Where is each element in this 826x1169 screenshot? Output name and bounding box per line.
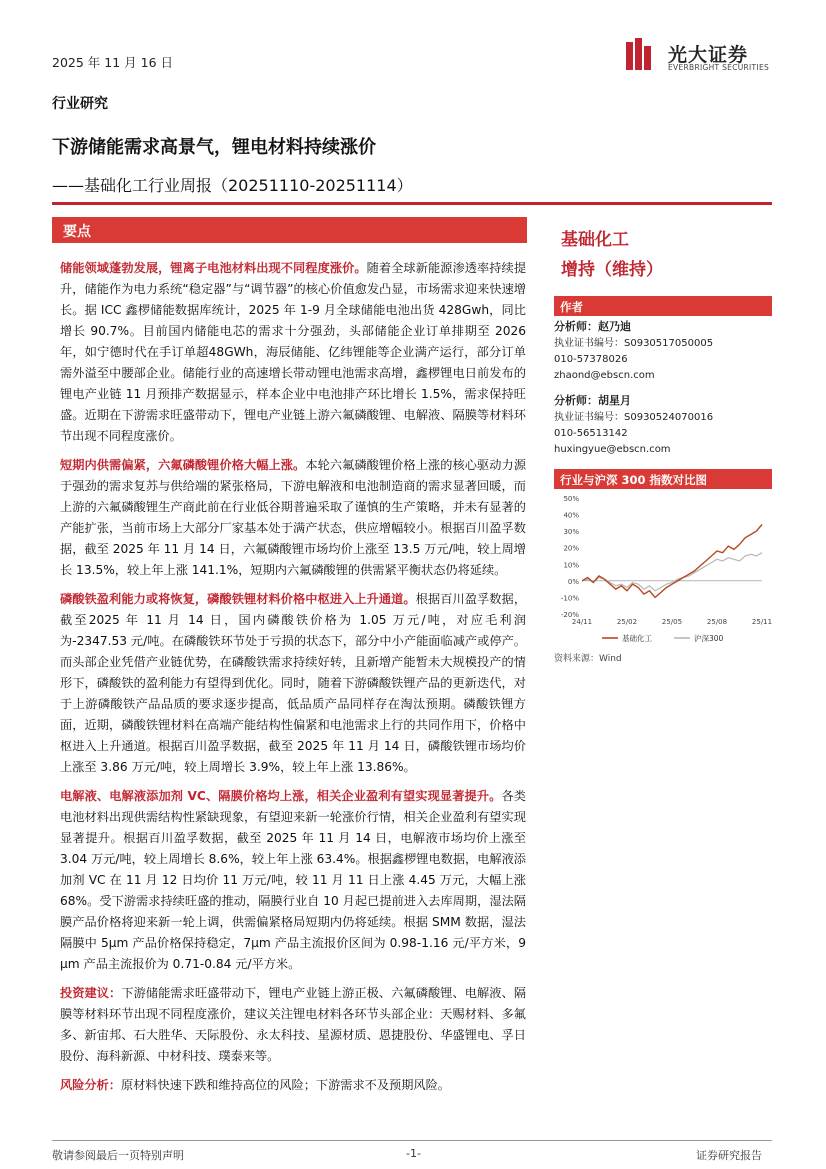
analyst-email: huxingyue@ebscn.com xyxy=(554,444,671,455)
analyst-phone: 010-57378026 xyxy=(554,354,628,365)
x-tick-label: 25/02 xyxy=(616,618,638,626)
paragraph-lead: 风险分析： xyxy=(60,1078,121,1092)
paragraph-lead: 储能领域蓬勃发展，锂离子电池材料出现不同程度涨价。 xyxy=(60,261,367,275)
rating: 增持（维持） xyxy=(561,260,663,280)
paragraph-lead: 电解液、电解液添加剂 VC、隔膜价格均上涨，相关企业盈利有望实现显著提升。 xyxy=(60,789,502,803)
y-tick-label: -10% xyxy=(560,594,579,603)
y-tick-label: 20% xyxy=(563,544,579,553)
x-tick-label: 25/08 xyxy=(706,618,728,626)
analyst-name: 分析师：赵乃迪 xyxy=(554,320,631,333)
paragraph-investment xyxy=(60,983,526,1067)
footer-report-type: 证券研究报告 xyxy=(696,1149,762,1162)
paragraph-body: 根据百川盈孚数据，截至2025 年 11 月 14 日，国内磷酸铁价格为 1.05 万元/吨，对应毛利润为-2347.53 元/吨。在磷酸铁环节处于亏损的状态下，部分中小产能面临减产或停产。而头部企业凭借产业链优势，在磷酸铁需求持续好转，且新增产能暂未大规模投产的情形下，磷酸铁的盈利能力有望得到优化。同时，随着下游磷酸铁锂产品的更新迭代，对于上游磷酸铁产品品质的要求逐步提高，低品质产品同样存在淘汰预期。磷酸铁锂方面，近期，磷酸铁锂材料在高端产能结构性偏紧和电池需求上行的共同作用下，价格中枢进入上升通道。根据百川盈孚数据，截至 2025 年 11 月 14 日，磷酸铁锂市场均价上涨至 3.86 万元/吨，较上周增长 3.9%，较上年上涨 13.86%。 xyxy=(60,592,527,774)
authors-bar xyxy=(554,296,772,316)
y-tick-label: 10% xyxy=(563,561,579,570)
series-line-csi300 xyxy=(582,553,762,591)
series-line-sector xyxy=(582,525,762,598)
chart-label: 行业与沪深 300 指数对比图 xyxy=(560,473,708,487)
paragraph-lead: 磷酸铁盈利能力或将恢复，磷酸铁锂材料价格中枢进入上升通道。 xyxy=(60,592,416,606)
logo-en-text: EVERBRIGHT SECURITIES xyxy=(668,63,770,72)
paragraph-electrolyte xyxy=(60,786,526,975)
paragraph-body: 原材料快速下跌和维持高位的风险；下游需求不及预期风险。 xyxy=(120,1078,450,1092)
everbright-logo-icon xyxy=(626,38,656,72)
paragraph-storage xyxy=(60,258,526,447)
index-comparison-chart xyxy=(554,492,773,652)
report-date: 2025 年 11 月 16 日 xyxy=(52,55,173,70)
logo-cn-text: 光大证券 xyxy=(668,44,749,66)
analyst-2 xyxy=(554,393,713,458)
analyst-cert: 执业证书编号：S0930524070016 xyxy=(554,412,714,423)
header-divider xyxy=(52,202,772,205)
x-tick-label: 25/05 xyxy=(661,618,683,626)
legend-label: 沪深300 xyxy=(694,634,724,643)
y-tick-label: 0% xyxy=(567,577,579,586)
y-tick-label: 30% xyxy=(563,528,579,537)
footer-divider xyxy=(52,1140,772,1141)
analyst-name: 分析师：胡星月 xyxy=(554,394,631,407)
report-title: 下游储能需求高景气，锂电材料持续涨价 xyxy=(52,137,376,158)
analyst-email: zhaond@ebscn.com xyxy=(554,370,655,381)
analyst-1 xyxy=(554,319,713,384)
y-tick-label: -20% xyxy=(560,611,579,619)
footer-disclaimer: 敬请参阅最后一页特别声明 xyxy=(52,1149,184,1162)
paragraph-body: 随着全球新能源渗透率持续提升，储能作为电力系统“稳定器”与“调节器”的核心价值愈发凸显，市场需求迎来快速增长。据 ICC 鑫椤储能数据库统计，2025 年 1-9 月全球储能电池出货 428Gwh，同比增长 90.7%。目前国内储能电芯的需求十分强劲，头部储能企业订单排期至 2026 年，如宁德时代在手订单超48GWh，海辰储能、亿纬锂能等企业满产运行，部分订单需外溢至中腰部企业。储能行业的高速增长带动锂电池需求高增，鑫椤锂电日前发布的锂电产业链 11 月预排产数据显示，样本企业中电池排产环比增长 1.5%，需求保持旺盛。近期在下游需求旺盛带动下，锂电产业链上游六氟磷酸锂、电解液、隔膜等材料环节出现不同程度涨价。 xyxy=(60,261,527,443)
paragraph-body: 本轮六氟磷酸锂价格上涨的核心驱动力源于强劲的需求复苏与供给端的紧张格局，下游电解液和电池制造商的需求显著回暖，而上游的六氟磷酸锂生产商此前在行业低谷期普遍采取了谨慎的生产策略，并未有显著的产能扩张，当前市场上大部分厂家基本处于满产状态，供应增幅较小。根据百川盈孚数据，截至 2025 年 11 月 14 日，六氟磷酸锂市场均价上涨至 13.5 万元/吨，较上周增长 13.5%，较上年上涨 141.1%，短期内六氟磷酸锂的供需紧平衡状态仍将延续。 xyxy=(60,458,527,577)
y-tick-label: 40% xyxy=(563,511,579,520)
analyst-phone: 010-56513142 xyxy=(554,428,628,439)
main-content xyxy=(60,258,526,1104)
paragraph-body: 下游储能需求旺盛带动下，锂电产业链上游正极、六氟磷酸锂、电解液、隔膜等材料环节出现不同程度涨价，建议关注锂电材料各环节头部企业：天赐材料、多氟多、新宙邦、石大胜华、天际股份、永太科技、星源材质、恩捷股份、华盛锂电、孚日股份、海科新源、中材科技、璞泰来等。 xyxy=(60,986,527,1063)
paragraph-lfp xyxy=(60,589,526,778)
report-category: 行业研究 xyxy=(52,96,108,112)
paragraph-body: 各类电池材料出现供需结构性紧缺现象，有望迎来新一轮涨价行情，相关企业盈利有望实现显著提升。根据百川盈孚数据，截至 2025 年 11 月 14 日，电解液市场均价上涨至 3.04 万元/吨，较上周增长 8.6%，较上年上涨 63.4%。根据鑫椤锂电数据，电解液添加剂 VC 在 11 月 12 日均价 11 万元/吨，较 11 月 11 日上涨 4.45 万元，大幅上涨 68%。受下游需求持续旺盛的推动，隔膜行业自 10 月起已提前进入去库周期，湿法隔膜产品价格将迎来新一轮上调，供需偏紧格局短期内仍将延续。根据 SMM 数据，湿法隔膜中 5μm 产品价格保持稳定，7μm 产品主流报价区间为 0.98-1.16 元/平方米，9 μm 产品主流报价为 0.71-0.84 元/平方米。 xyxy=(60,789,526,971)
y-tick-label: 50% xyxy=(563,495,579,503)
keypoints-bar xyxy=(52,217,527,243)
paragraph-risk xyxy=(60,1075,526,1096)
keypoints-label: 要点 xyxy=(63,224,91,240)
report-subtitle: ——基础化工行业周报（20251110-20251114） xyxy=(52,176,413,195)
chart-source: 资料来源：Wind xyxy=(554,654,622,664)
authors-label: 作者 xyxy=(560,300,583,314)
x-tick-label: 25/11 xyxy=(751,618,773,626)
legend-label: 基础化工 xyxy=(622,634,652,643)
paragraph-lead: 短期内供需偏紧，六氟磷酸锂价格大幅上涨。 xyxy=(60,458,306,472)
x-tick-label: 24/11 xyxy=(571,618,593,626)
paragraph-lipf6 xyxy=(60,455,526,581)
page-number: -1- xyxy=(406,1147,421,1160)
company-logo xyxy=(626,38,786,74)
paragraph-lead: 投资建议： xyxy=(60,986,122,1000)
sector-name: 基础化工 xyxy=(561,230,629,250)
analyst-cert: 执业证书编号：S0930517050005 xyxy=(554,338,714,349)
